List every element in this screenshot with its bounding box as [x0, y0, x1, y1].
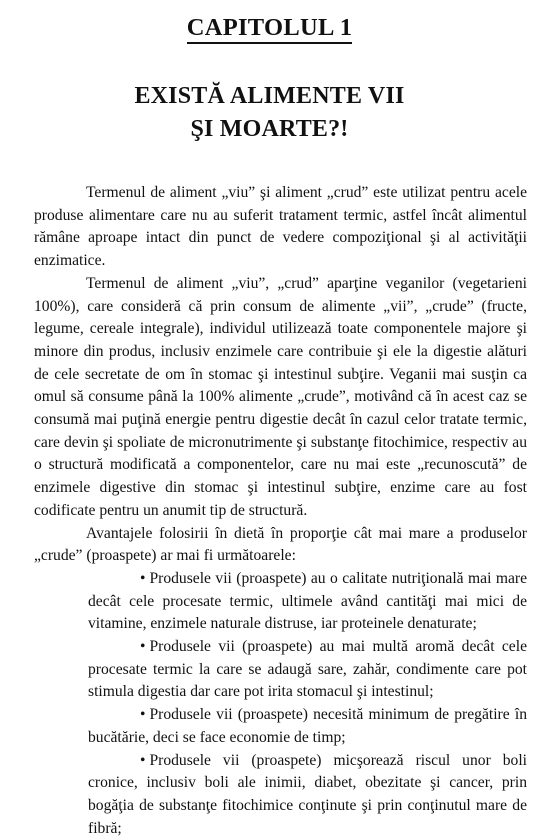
paragraph: Termenul de aliment „viu” şi aliment „crud” este utilizat pentru acele produse alimentare care nu au suferit tratament termic, astfel încât alimentul rămâne aproape intact din punct de vedere compoziţional şi al activităţii enzimatice. — [34, 184, 527, 270]
bullet-icon: • — [140, 751, 146, 769]
chapter-title — [0, 80, 539, 146]
body-text — [34, 182, 527, 840]
list-item-text: Produsele vii (proaspete) au mai multă aromă decât cele procesate termic la care se adaugă sare, zahăr, condimente care pot stimula digestia dar care pot irita stomacul şi intestinul; — [88, 638, 527, 701]
list-item-text: Produsele vii (proaspete) au o calitate nutriţională mai mare decât cele procesate termic, ultimele având cantităţi mai mici de vitamine, enzimele naturale distruse, iar proteinele denaturate; — [88, 569, 527, 633]
chapter-heading — [0, 14, 539, 42]
paragraph: Termenul de aliment „viu”, „crud” aparţine veganilor (vegetarieni 100%), care consideră că prin consum de alimente „vii”, „crude” (fructe, legume, cereale integrale), individul utilizează toate componentele majore şi minore din produs, inclusiv enzimele care contribuie şi ele la digestie alături de cele secretate de om în stomac şi intestinul subţire. Veganii mai susţin ca omul să consume până la 100% alimente „crude”, motivând că în acest caz se consumă mai puţină energie pentru digestie decât în cazul celor tratate termic, care devin şi spoliate de micronutrimente şi substanţe fitochimice, respectiv au o structură modificată a componentelor, care nu mai este „recunoscută” de enzimele digestive din stomac şi intestinul subţire, enzime care au fost codificate pentru un anumit tip de structură. — [34, 274, 527, 519]
chapter-title-line-2: ŞI MOARTE?! — [190, 116, 349, 142]
list-item-text: Produsele vii (proaspete) necesită minimum de pregătire în bucătărie, deci se face economie de timp; — [88, 706, 527, 746]
bullet-icon: • — [140, 638, 146, 656]
list-item — [88, 636, 527, 704]
bullet-icon: • — [140, 569, 146, 587]
chapter-title-line-1: EXISTĂ ALIMENTE VII — [134, 83, 405, 109]
paragraph: Avantajele folosirii în dietă în proporţie cât mai mare a produselor „crude” (proaspete) ar mai fi următoarele: — [34, 524, 527, 565]
list-item — [88, 704, 527, 749]
chapter-label: CAPITOLUL 1 — [187, 14, 353, 44]
list-item — [88, 750, 527, 840]
list-item — [88, 568, 527, 636]
bullet-icon: • — [140, 706, 146, 724]
list-item-text: Produsele vii (proaspete) micşorează riscul unor boli cronice, inclusiv boli ale inimii, diabet, obezitate şi cancer, prin bogăţia de substanţe fitochimice conţinute şi prin conţinutul mare de fibră; — [88, 751, 527, 837]
